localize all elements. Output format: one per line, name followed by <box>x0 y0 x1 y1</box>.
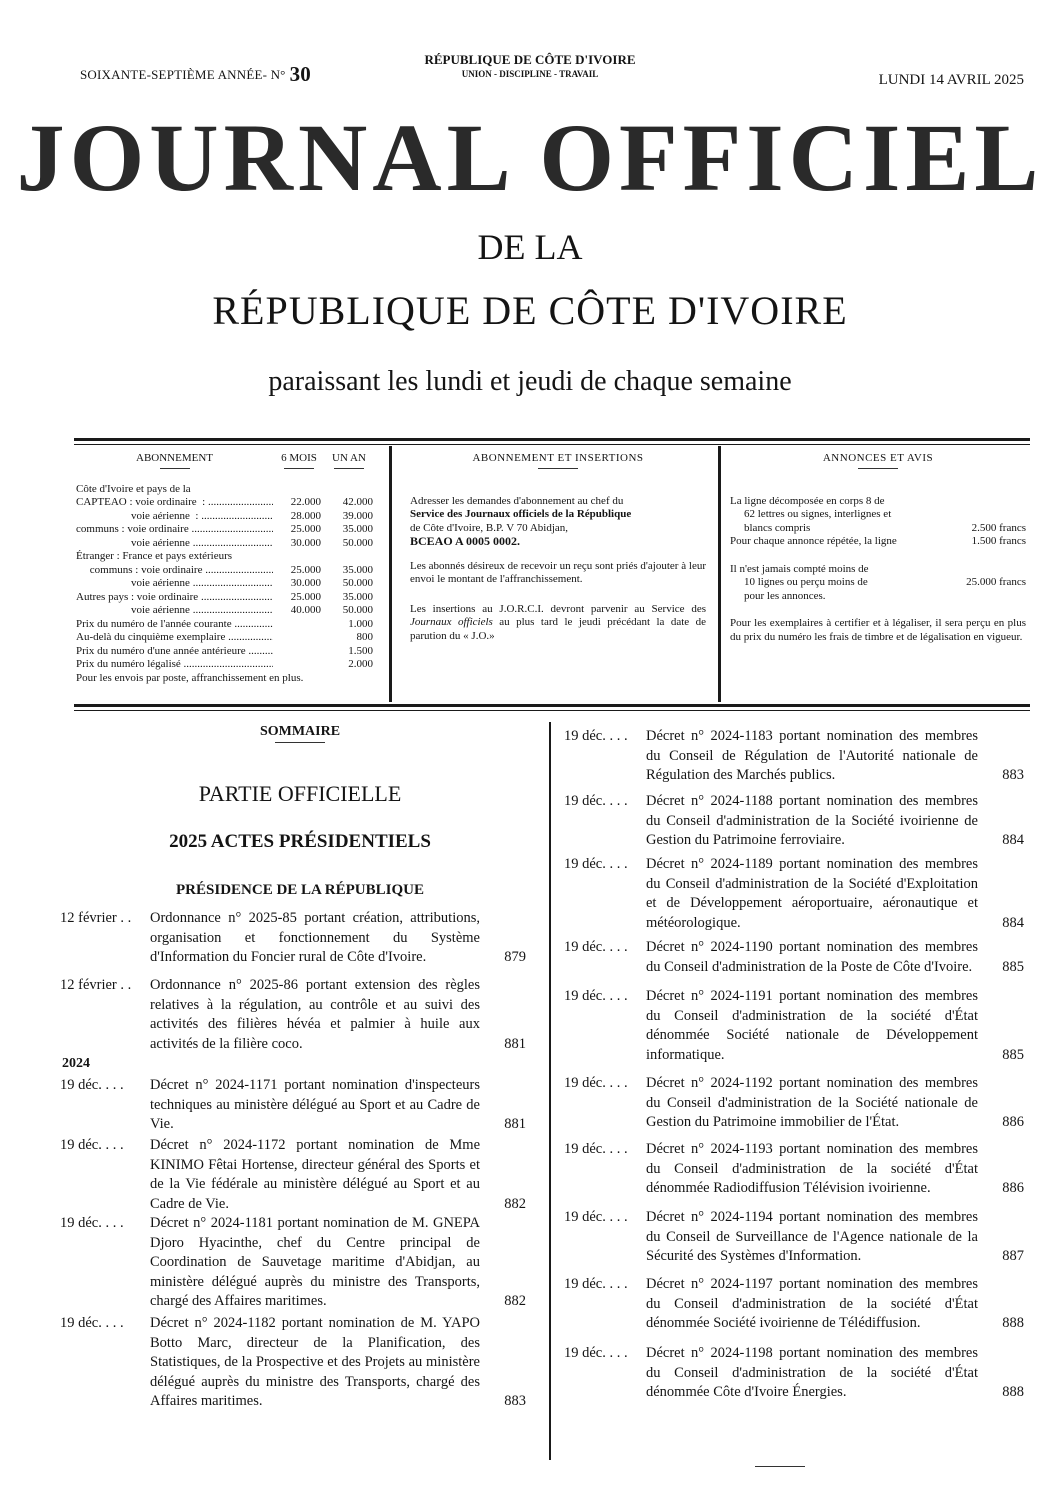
rate-row <box>76 564 373 578</box>
insertions-heading: ABONNEMENT ET INSERTIONS <box>472 452 644 464</box>
summary-entry <box>564 727 1024 786</box>
subscription-rates-box <box>76 452 373 685</box>
entry-date: 19 déc. . . . <box>564 1345 628 1361</box>
announcements-heading: ANNONCES ET AVIS <box>822 452 934 464</box>
entry-text: Ordonnance n° 2025-85 portant création, attributions, organisation et fonctionnement du Système d'Information du Foncier rural de Côte d'Ivoire. <box>150 910 480 965</box>
rate-row <box>76 496 373 510</box>
rate-one-year: 1.500 <box>348 644 373 657</box>
top-rule <box>74 438 1030 441</box>
rate-six-months <box>273 618 321 632</box>
rate-label: Côte d'Ivoire et pays de la <box>76 482 191 495</box>
bottom-rule <box>74 704 1030 707</box>
year-2024-label: 2024 <box>62 1056 90 1071</box>
motto: UNION - DISCIPLINE - TRAVAIL <box>461 69 599 79</box>
entry-page: 886 <box>1002 1180 1024 1196</box>
rate-six-months <box>273 645 321 659</box>
summary-entry <box>564 855 1024 933</box>
masthead-de-la: DE LA <box>477 227 583 267</box>
entry-text: Décret n° 2024-1188 portant nomination des membres du Conseil d'administration de la Société ivoirienne de Gestion du Patrimoine ferroviaire. <box>646 793 978 848</box>
entry-date: 19 déc. . . . <box>564 939 628 955</box>
insertions-deadline-a: Les insertions au J.O.R.C.I. devront parvenir au Service des <box>410 602 706 615</box>
rate-one-year: 50.000 <box>342 577 373 589</box>
rate-one-year: 1.000 <box>348 617 373 630</box>
summary-entry <box>564 1208 1024 1267</box>
rate-label: Prix du numéro de l'année courante ..... <box>76 618 273 632</box>
rate-six-months: 30.000 <box>290 577 321 589</box>
entry-text: Décret n° 2024-1192 portant nomination des membres du Conseil d'administration de la Société nationale de Gestion du Patrimoine immobilier de l'État. <box>646 1075 978 1130</box>
rate-one-year: 42.000 <box>342 496 373 508</box>
ann-price-3: 25.000 francs <box>966 576 1026 588</box>
entry-date: 19 déc. . . . <box>564 1075 628 1091</box>
col-one-year: UN AN <box>332 452 366 464</box>
rate-label: communs : voie ordinaire ..... <box>76 564 273 578</box>
ann-line-2: 62 lettres ou signes, interlignes et <box>744 508 892 520</box>
rate-label: voie aérienne ..... <box>76 577 273 591</box>
entry-text: Décret n° 2024-1193 portant nomination des membres du Conseil d'administration de la société d'État dénommée Radiodiffusion Télévision ivoirienne. <box>646 1141 978 1196</box>
rate-row <box>76 645 373 659</box>
rate-label: Prix du numéro d'une année antérieure ..... <box>76 645 273 659</box>
entry-date: 19 déc. . . . <box>60 1215 124 1231</box>
summary-entry <box>564 987 1024 1065</box>
insertions-address-2: Service des Journaux officiels de la République <box>410 508 632 520</box>
entry-page: 886 <box>1002 1114 1024 1130</box>
masthead-title: JOURNAL OFFICIEL <box>16 104 1044 211</box>
insertions-deadline-c: au plus tard le jeudi précédant la date de parution du « J.O.» <box>410 616 707 642</box>
rates-header <box>76 452 373 469</box>
official-part-title: PARTIE OFFICIELLE <box>198 781 402 806</box>
entry-page: 884 <box>1002 832 1024 848</box>
entry-text: Décret n° 2024-1189 portant nomination des membres du Conseil d'administration de la Société d'Exploitation et de Développement aéroportuaire, aéronautique et météorologique. <box>646 856 978 931</box>
insertions-deadline-b: Journaux officiels <box>410 616 493 628</box>
summary-entry <box>564 1074 1024 1133</box>
rate-one-year: 35.000 <box>342 523 373 535</box>
entry-text: Décret n° 2024-1182 portant nomination de M. YAPO Botto Marc, directeur de la Planification, des Statistiques, de la Prospective et des Projets au ministère délégué auprès du ministre des Transports, chargé des Affaires maritimes. <box>150 1315 480 1409</box>
rate-row <box>76 523 373 537</box>
insertions-receipt-note: Les abonnés désireux de recevoir un reçu sont priés d'ajouter à leur envoi le montant de l'affranchissement. <box>410 559 706 585</box>
summary-title: SOMMAIRE <box>259 724 341 739</box>
entry-text: Ordonnance n° 2025-86 portant extension des règles relatives à la régulation, au contrôle et au suivi des activités des filières hévéa et palmier à huile aux activités de la filière coco. <box>150 977 480 1052</box>
rate-one-year: 50.000 <box>342 536 373 549</box>
rate-row <box>76 604 373 618</box>
entry-page: 884 <box>1002 914 1024 931</box>
summary-entry <box>564 1275 1024 1334</box>
ann-line-5: Il n'est jamais compté moins de <box>730 562 869 575</box>
rate-one-year: 800 <box>356 631 373 643</box>
rate-row <box>76 537 373 551</box>
rate-six-months: 25.000 <box>290 523 321 535</box>
publication-frequency: paraissant les lundi et jeudi de chaque semaine <box>268 366 792 397</box>
entry-date: 19 déc. . . . <box>564 1209 628 1225</box>
entry-date: 19 déc. . . . <box>564 856 628 872</box>
entry-text: Décret n° 2024-1197 portant nomination des membres du Conseil d'administration de la société d'État dénommée Société ivoirienne de Télédiffusion. <box>646 1276 978 1331</box>
rate-six-months: 25.000 <box>290 590 321 603</box>
box-divider-2 <box>718 446 721 702</box>
entry-page: 883 <box>1002 767 1024 783</box>
announcements-box <box>730 452 1026 652</box>
rate-six-months: 40.000 <box>290 604 321 616</box>
rate-row <box>76 550 373 564</box>
rate-six-months <box>273 658 321 672</box>
rate-one-year: 35.000 <box>342 563 373 576</box>
rate-six-months: 22.000 <box>290 496 321 508</box>
rate-six-months: 25.000 <box>290 563 321 576</box>
rate-label: CAPTEAO : voie ordinaire : ..... <box>76 496 273 510</box>
insertions-address-3: de Côte d'Ivoire, B.P. V 70 Abidjan, <box>410 521 569 534</box>
rate-row <box>76 591 373 605</box>
ann-line-3: blancs compris <box>744 521 811 534</box>
entry-text: Décret n° 2024-1191 portant nomination des membres du Conseil d'administration de la société d'État dénommée Société nationale de Développement informatique. <box>646 988 978 1063</box>
ann-price-2: 1.500 francs <box>971 535 1026 547</box>
rate-one-year: 50.000 <box>342 604 373 616</box>
ann-line-4: Pour chaque annonce répétée, la ligne <box>730 535 897 547</box>
entry-page: 887 <box>1002 1248 1024 1264</box>
rate-six-months <box>273 631 321 645</box>
entry-date: 19 déc. . . . <box>564 1276 628 1292</box>
rate-one-year: 35.000 <box>342 590 373 603</box>
rate-label: Pour les envois par poste, affranchissement en plus. <box>76 671 304 684</box>
rate-row <box>76 631 373 645</box>
rate-label: Au-delà du cinquième exemplaire ..... <box>76 631 273 645</box>
entry-text: Décret n° 2024-1194 portant nomination des membres du Conseil de Surveillance de l'Agence nationale de la Sécurité des Systèmes d'Information. <box>646 1209 978 1264</box>
summary-entry <box>60 1314 526 1412</box>
rate-label: Prix du numéro légalisé ..... <box>76 658 273 672</box>
column-divider <box>549 722 551 1460</box>
entry-date: 19 déc. . . . <box>564 988 628 1004</box>
entry-page: 882 <box>504 1293 526 1309</box>
entry-date: 12 février . . <box>60 977 132 993</box>
rate-label: Étranger : France et pays extérieurs <box>76 550 233 562</box>
summary-entry <box>564 1140 1024 1199</box>
rate-row <box>76 577 373 591</box>
box-divider-1 <box>389 446 392 702</box>
insertions-address-1: Adresser les demandes d'abonnement au chef du <box>410 494 624 507</box>
summary-entry <box>60 1136 526 1214</box>
entry-page: 881 <box>504 1116 526 1132</box>
entry-page: 881 <box>504 1035 526 1052</box>
summary-entry <box>60 976 526 1054</box>
rate-row <box>76 672 373 686</box>
rates-heading: ABONNEMENT <box>136 452 213 464</box>
entry-date: 19 déc. . . . <box>60 1077 124 1093</box>
rate-label: voie aérienne ..... <box>76 604 273 618</box>
republic-header: RÉPUBLIQUE DE CÔTE D'IVOIRE <box>424 52 636 67</box>
entry-date: 19 déc. . . . <box>60 1315 124 1331</box>
summary-entry <box>60 1076 526 1135</box>
insertions-box <box>410 452 706 651</box>
summary-entry <box>60 909 526 968</box>
summary-underline <box>275 742 325 743</box>
rate-label: Autres pays : voie ordinaire ..... <box>76 591 273 605</box>
entry-page: 888 <box>1002 1315 1024 1331</box>
entry-page: 885 <box>1002 1046 1024 1063</box>
entry-date: 19 déc. . . . <box>564 728 628 744</box>
ann-line-6: 10 lignes ou perçu moins de <box>744 576 868 588</box>
issue-number: 30 <box>289 62 311 86</box>
entry-text: Décret n° 2024-1181 portant nomination de M. GNEPA Djoro Hyacinthe, chef du Centre principal de Coordination de Sauvetage maritime d'Abidjan, au ministère délégué auprès du ministre des Transports, chargé des Affaires maritimes. <box>150 1215 480 1309</box>
entry-text: Décret n° 2024-1183 portant nomination des membres du Conseil de Régulation de l'Autorité nationale de Régulation des Marchés publics. <box>646 728 978 783</box>
rate-row <box>76 510 373 524</box>
entry-page: 883 <box>504 1393 526 1409</box>
end-mark <box>755 1466 805 1467</box>
entry-page: 888 <box>1002 1384 1024 1400</box>
summary-entry <box>60 1214 526 1312</box>
rate-row <box>76 618 373 632</box>
rate-row <box>76 658 373 672</box>
col-six-months: 6 MOIS <box>281 452 317 464</box>
entry-text: Décret n° 2024-1171 portant nomination d'inspecteurs techniques au ministère délégué au Sport et au Cadre de Vie. <box>150 1077 480 1132</box>
summary-entry <box>564 792 1024 851</box>
year-label: SOIXANTE-SEPTIÈME ANNÉE- N° <box>80 67 286 82</box>
entry-page: 879 <box>504 949 526 965</box>
entry-text: Décret n° 2024-1190 portant nomination des membres du Conseil d'administration de la Poste de Côte d'Ivoire. <box>646 939 978 975</box>
presidency-title: PRÉSIDENCE DE LA RÉPUBLIQUE <box>176 882 424 898</box>
entry-date: 19 déc. . . . <box>564 1141 628 1157</box>
summary-entry <box>564 938 1024 977</box>
entry-text: Décret n° 2024-1172 portant nomination de Mme KINIMO Fêtai Hortense, directeur général des Sports et de la Vie fédérale au ministère délégué au Sport et au Cadre de Vie. <box>150 1137 480 1212</box>
entry-date: 19 déc. . . . <box>564 793 628 809</box>
rate-label: voie aérienne : ..... <box>76 510 273 524</box>
ann-line-1: La ligne décomposée en corps 8 de <box>730 494 885 507</box>
entry-date: 12 février . . <box>60 910 132 926</box>
ann-price-1: 2.500 francs <box>971 521 1026 534</box>
rate-six-months: 30.000 <box>290 536 321 549</box>
entry-page: 885 <box>1002 958 1024 975</box>
rate-label: communs : voie ordinaire ..... <box>76 523 273 537</box>
ann-line-7: pour les annonces. <box>744 589 826 602</box>
insertions-account: BCEAO A 0005 0002. <box>410 534 521 548</box>
entry-text: Décret n° 2024-1198 portant nomination des membres du Conseil d'administration de la société d'État dénommée Côte d'Ivoire Énergies. <box>646 1345 978 1400</box>
rate-row <box>76 483 373 497</box>
bottom-rule-thin <box>74 710 1030 711</box>
presidential-acts-title: 2025 ACTES PRÉSIDENTIELS <box>169 831 431 852</box>
rate-one-year: 2.000 <box>348 658 373 670</box>
rate-one-year: 39.000 <box>342 509 373 522</box>
issue-date: LUNDI 14 AVRIL 2025 <box>878 72 1024 88</box>
summary-entry <box>564 1344 1024 1403</box>
ann-legalisation-note: Pour les exemplaires à certifier et à légaliser, il sera perçu en plus du prix du numéro les frais de timbre et de légalisation en vigueur. <box>730 617 1026 643</box>
entry-page: 882 <box>504 1195 526 1212</box>
rates-rows <box>76 483 373 686</box>
entry-date: 19 déc. . . . <box>60 1137 124 1153</box>
masthead-republic: RÉPUBLIQUE DE CÔTE D'IVOIRE <box>212 288 848 333</box>
rate-label: voie aérienne ..... <box>76 537 273 551</box>
top-rule-thin <box>74 444 1030 445</box>
rate-six-months: 28.000 <box>290 509 321 522</box>
